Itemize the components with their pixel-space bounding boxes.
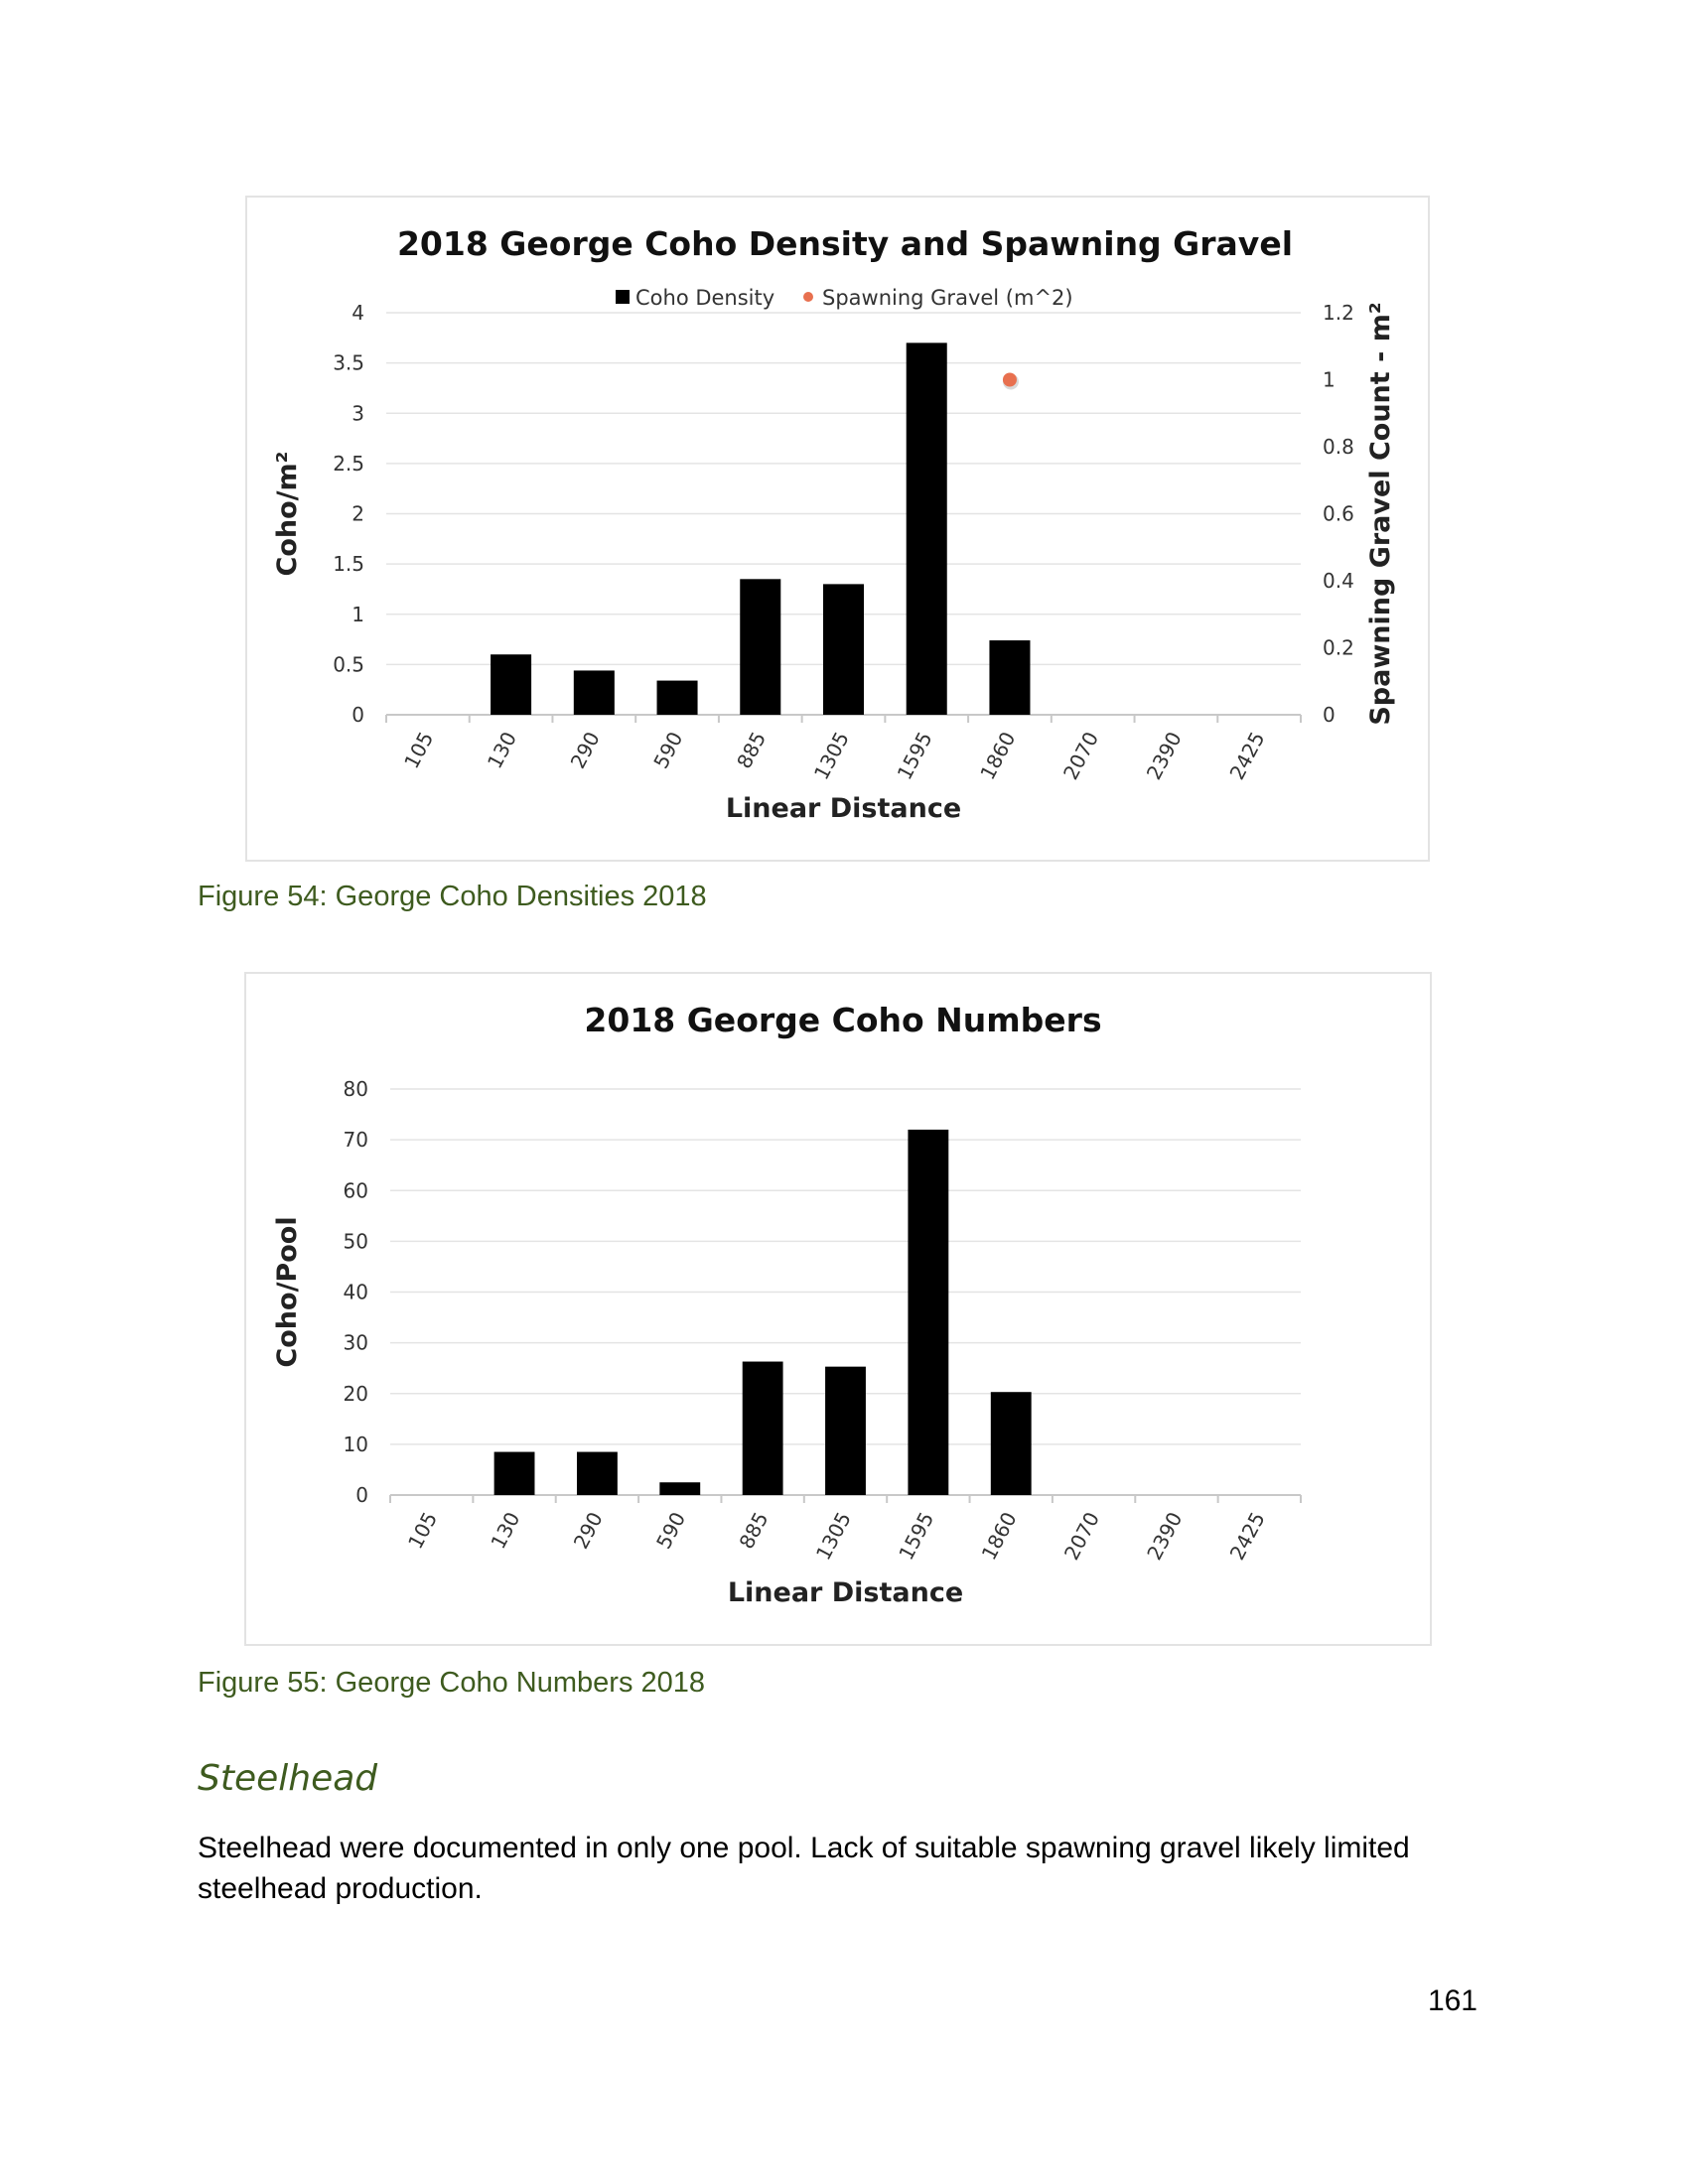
chart-title: 2018 George Coho Density and Spawning Gravel [396, 224, 1294, 263]
y-tick-label: 4 [352, 301, 364, 325]
y-tick-label: 50 [343, 1229, 368, 1254]
y-tick-label: 1.5 [333, 552, 364, 577]
x-tick-label: 885 [732, 728, 772, 773]
bar-885 [740, 579, 780, 715]
bar-590 [659, 1482, 700, 1495]
bar-1595 [908, 1130, 948, 1495]
x-axis-title: Linear Distance [725, 793, 962, 824]
bar-130 [491, 654, 531, 715]
x-tick-label: 2425 [1224, 1508, 1270, 1565]
bar-1305 [823, 584, 864, 715]
y-tick-label: 80 [343, 1077, 368, 1101]
x-tick-label: 1860 [975, 728, 1021, 784]
y-tick-label: 2 [352, 501, 364, 526]
bar-590 [657, 681, 698, 715]
bar-290 [574, 670, 615, 715]
y-tick-label: 60 [343, 1178, 368, 1203]
x-tick-label: 2390 [1141, 728, 1187, 784]
bar-885 [743, 1362, 783, 1495]
y2-tick-label: 0.6 [1323, 501, 1354, 526]
x-tick-label: 105 [399, 728, 439, 773]
x-tick-label: 2425 [1224, 728, 1270, 784]
y-tick-label: 20 [343, 1381, 368, 1406]
y2-tick-label: 1 [1323, 367, 1336, 392]
y-tick-label: 3 [352, 401, 364, 426]
y2-tick-label: 0.8 [1323, 435, 1354, 459]
legend-swatch-scatter [803, 292, 813, 302]
bar-1305 [825, 1367, 866, 1495]
y-tick-label: 1 [352, 602, 364, 626]
y2-tick-label: 1.2 [1323, 301, 1354, 325]
scatter-point-1860 [1003, 373, 1017, 387]
y-tick-label: 2.5 [333, 451, 364, 476]
x-tick-label: 1860 [976, 1508, 1022, 1565]
x-tick-label: 1595 [894, 1508, 939, 1565]
y2-axis-title: Spawning Gravel Count - m² [1365, 302, 1396, 726]
y2-tick-label: 0.4 [1323, 569, 1354, 593]
y-axis-title: Coho/Pool [272, 1216, 303, 1368]
y-tick-label: 0 [355, 1483, 368, 1507]
x-axis-title: Linear Distance [727, 1577, 964, 1608]
legend-label: Spawning Gravel (m^2) [822, 286, 1073, 310]
y-tick-label: 0 [352, 703, 364, 727]
chart-coho-numbers [246, 974, 1434, 1648]
bar-290 [577, 1452, 618, 1495]
x-tick-label: 2070 [1058, 728, 1104, 784]
x-tick-label: 130 [482, 728, 522, 773]
bar-1860 [989, 640, 1030, 715]
y-tick-label: 40 [343, 1280, 368, 1304]
x-tick-label: 590 [648, 728, 688, 773]
y-tick-label: 3.5 [333, 350, 364, 375]
figure-55-caption: Figure 55: George Coho Numbers 2018 [198, 1667, 706, 1699]
y2-tick-label: 0.2 [1323, 635, 1354, 660]
legend-label: Coho Density [635, 286, 775, 310]
x-tick-label: 105 [402, 1508, 443, 1554]
x-tick-label: 1305 [808, 728, 854, 784]
x-tick-label: 2390 [1142, 1508, 1188, 1565]
chart-density-spawning-gravel [247, 198, 1432, 864]
x-tick-label: 290 [565, 728, 605, 773]
chart-frame-numbers [244, 972, 1432, 1646]
y-tick-label: 30 [343, 1330, 368, 1355]
y-tick-label: 70 [343, 1128, 368, 1153]
y2-tick-label: 0 [1323, 703, 1336, 727]
bar-1860 [991, 1392, 1032, 1495]
x-tick-label: 1305 [810, 1508, 856, 1565]
chart-frame-density [245, 196, 1430, 862]
y-tick-label: 0.5 [333, 652, 364, 677]
y-tick-label: 10 [343, 1432, 368, 1456]
x-tick-label: 590 [651, 1508, 691, 1554]
x-tick-label: 885 [734, 1508, 774, 1554]
steelhead-paragraph: Steelhead were documented in only one pool. Lack of suitable spawning gravel likely limited steelhead production. [198, 1832, 1410, 1905]
bar-130 [494, 1452, 535, 1495]
chart-title: 2018 George Coho Numbers [584, 1001, 1102, 1039]
section-heading-steelhead: Steelhead [198, 1758, 378, 1799]
x-tick-label: 2070 [1058, 1508, 1105, 1565]
legend-swatch-bar [616, 290, 630, 304]
x-tick-label: 1595 [892, 728, 937, 784]
y-axis-title: Coho/m² [272, 451, 303, 577]
x-tick-label: 130 [486, 1508, 525, 1554]
x-tick-label: 290 [568, 1508, 608, 1554]
figure-54-caption: Figure 54: George Coho Densities 2018 [198, 881, 707, 912]
bar-1595 [907, 342, 947, 715]
page-number: 161 [1427, 1984, 1477, 2017]
